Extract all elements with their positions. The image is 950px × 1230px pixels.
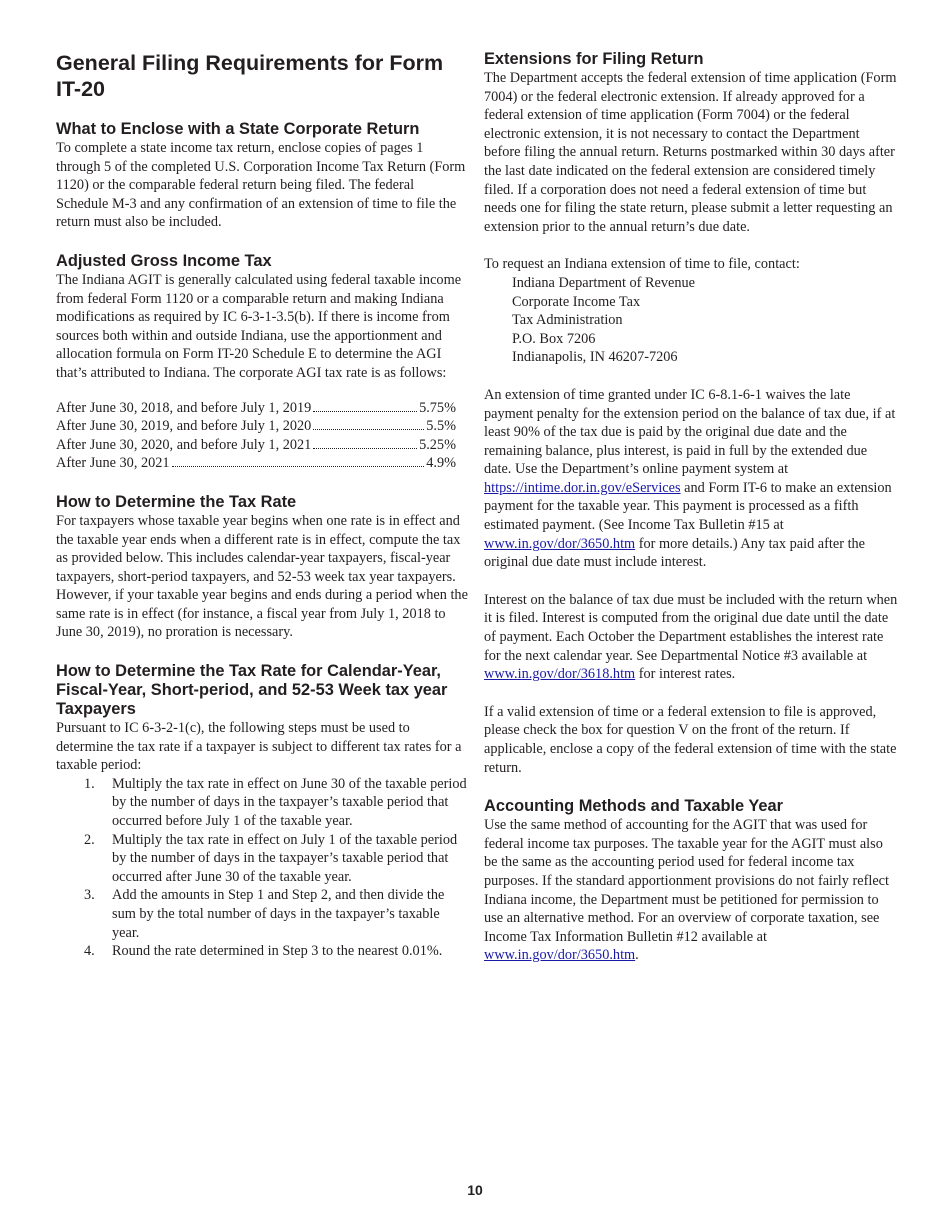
rate-period: After June 30, 2021 [56, 455, 170, 472]
section-body: Pursuant to IC 6-3-2-1(c), the following steps must be used to determine the tax rate if a taxpayer is subject to different tax rates for a taxable period: [56, 720, 462, 774]
rate-value: 5.5% [426, 418, 456, 435]
left-column [56, 50, 468, 981]
section-body: The Indiana AGIT is generally calculated using federal taxable income from federal Form 1120 or a comparable return and making Indiana modifications as required by IC 6-3-1-3.5(b). If there is income from sources both within and outside Indiana, use the apportionment and allocation formula on Form IT-20 Schedule E to determine the AGI that’s attributed to Indiana. The corporate AGI tax rate is as follows: [56, 271, 462, 381]
section-accounting [484, 797, 898, 965]
rate-value: 4.9% [426, 455, 456, 472]
address-line: Indiana Department of Revenue [512, 274, 696, 291]
step-number: 3. [84, 887, 95, 904]
steps-list [56, 775, 468, 961]
section-calendar-year [56, 662, 468, 961]
step-text: Add the amounts in Step 1 and Step 2, and then divide the sum by the total number of days in the taxpayer’s taxable year. [112, 887, 445, 941]
paragraph-text: for more details.) Any tax paid after the original due date must include interest. [484, 535, 866, 571]
paragraph-text: Use the same method of accounting for the AGIT that was used for federal income tax purposes. The taxable year for the AGIT must also be the same as the accounting period used for federal income tax purposes. If the standard apportionment provisions do not fairly reflect Indiana income, the Department must be petitioned for permission to use an alternative method. For an overview of corporate taxation, see Income Tax Information Bulletin #12 available at [484, 817, 889, 945]
section-body: For taxpayers whose taxable year begins when one rate is in effect and the taxable year ends when a different rate is in effect, compute the tax as provided below. This includes calendar-year taxpayers, fiscal-year taxpayers, short-period taxpayers, and 52-53 week tax year taxpayers. However, if your taxable year begins and ends during a period when the same rate is in effect (for instance, a fiscal year from July 1, 2018 to June 30, 2019), no proration is necessary. [56, 512, 468, 641]
paragraph-text: Interest on the balance of tax due must be included with the return when it is filed. Interest is computed from the original due date until the date of payment. Each October the Department establishes the interest rate for the next calendar year. See Departmental Notice #3 available at [484, 591, 898, 664]
rate-table [56, 399, 468, 473]
rate-row [56, 417, 456, 436]
rate-period: After June 30, 2019, and before July 1, 2020 [56, 418, 312, 435]
page-title: General Filing Requirements for Form IT-20 [56, 51, 444, 101]
list-item [56, 886, 468, 942]
interest-paragraph [484, 591, 898, 684]
dot-leader [313, 411, 417, 412]
step-text: Round the rate determined in Step 3 to the nearest 0.01%. [112, 943, 443, 960]
section-body: To complete a state income tax return, enclose copies of pages 1 through 5 of the completed U.S. Corporation Income Tax Return (Form 1120) or the comparable federal return being filed. The federal Schedule M-3 and any confirmation of an extension of time to file the return must also be included. [56, 140, 466, 231]
dot-leader [172, 466, 425, 467]
list-item [56, 775, 468, 831]
section-extensions [484, 50, 898, 777]
section-heading: Adjusted Gross Income Tax [56, 251, 272, 270]
list-item [56, 942, 468, 961]
step-number: 2. [84, 831, 95, 848]
extension-checkbox-paragraph: If a valid extension of time or a federal extension to file is approved, please check the box for question V on the front of the return. If applicable, enclose a copy of the federal extension of time with the state return. [484, 703, 897, 776]
eservices-link[interactable]: https://intime.dor.in.gov/eServices [484, 479, 681, 496]
paragraph-text: and Form IT-6 to make an extension payment for the taxable year. This payment is processed as a fifth estimated payment. (See Income Tax Bulletin #15 at [484, 479, 892, 534]
address-line: P.O. Box 7206 [512, 330, 596, 347]
right-column [484, 50, 898, 985]
section-heading: What to Enclose with a State Corporate Return [56, 120, 420, 138]
rate-row [56, 454, 456, 473]
step-number: 4. [84, 943, 95, 960]
list-item [56, 831, 468, 887]
notice-3-link[interactable]: www.in.gov/dor/3618.htm [484, 666, 636, 683]
section-agit [56, 252, 468, 473]
bulletin-12-link[interactable]: www.in.gov/dor/3650.htm [484, 947, 636, 964]
page-number: 10 [467, 1182, 483, 1198]
section-heading: Extensions for Filing Return [484, 50, 704, 68]
step-text: Multiply the tax rate in effect on June 30 of the taxable period by the number of days in the taxpayer’s taxable period that occurred before July 1 of the taxable year. [112, 775, 467, 830]
dot-leader [313, 448, 417, 449]
dot-leader [313, 429, 424, 430]
paragraph-text: for interest rates. [635, 666, 736, 683]
address-line: Corporate Income Tax [512, 293, 641, 310]
bulletin-15-link[interactable]: www.in.gov/dor/3650.htm [484, 535, 636, 552]
address-line: Tax Administration [512, 312, 623, 329]
step-number: 1. [84, 775, 95, 792]
paragraph-text: . [635, 947, 639, 964]
extension-payment-paragraph [484, 386, 898, 572]
section-enclose [56, 120, 468, 232]
mailing-address [484, 274, 898, 367]
rate-row [56, 399, 456, 418]
section-body: The Department accepts the federal extension of time application (Form 7004) or the federal electronic extension. If already approved for a federal extension of time application (Form 7004) or the federal electronic extension, it is not necessary to contact the Department before filing the annual return. Returns postmarked within 30 days after the last date indicated on the federal extension are considered timely filed. If a corporation does not need a federal extension of time but needs one for filing the state return, please submit a letter requesting an extension prior to the annual return’s due date. [484, 70, 897, 235]
contact-intro: To request an Indiana extension of time to file, contact: [484, 256, 800, 273]
rate-value: 5.25% [419, 436, 456, 453]
rate-period: After June 30, 2020, and before July 1, 2021 [56, 436, 312, 453]
rate-period: After June 30, 2018, and before July 1, 2019 [56, 399, 312, 416]
section-body [484, 816, 898, 965]
step-text: Multiply the tax rate in effect on July 1 of the taxable period by the number of days in the taxpayer’s taxable period that occurred after June 30 of the taxable year. [112, 831, 458, 885]
address-line: Indianapolis, IN 46207-7206 [512, 349, 678, 366]
rate-row [56, 436, 456, 455]
section-determine-rate [56, 493, 468, 642]
section-heading: Accounting Methods and Taxable Year [484, 797, 784, 816]
section-heading: How to Determine the Tax Rate for Calendar-Year, Fiscal-Year, Short-period, and 52-53 Week tax year Taxpayers [56, 662, 448, 719]
paragraph-text: An extension of time granted under IC 6-8.1-6-1 waives the late payment penalty for the extension period on the balance of tax due, if at least 90% of the tax due is paid by the original due date and the remaining balance, plus interest, is paid in full by the extended due date. Use the Department’s online payment system at [484, 386, 896, 478]
rate-value: 5.75% [419, 399, 456, 416]
section-heading: How to Determine the Tax Rate [56, 492, 297, 511]
